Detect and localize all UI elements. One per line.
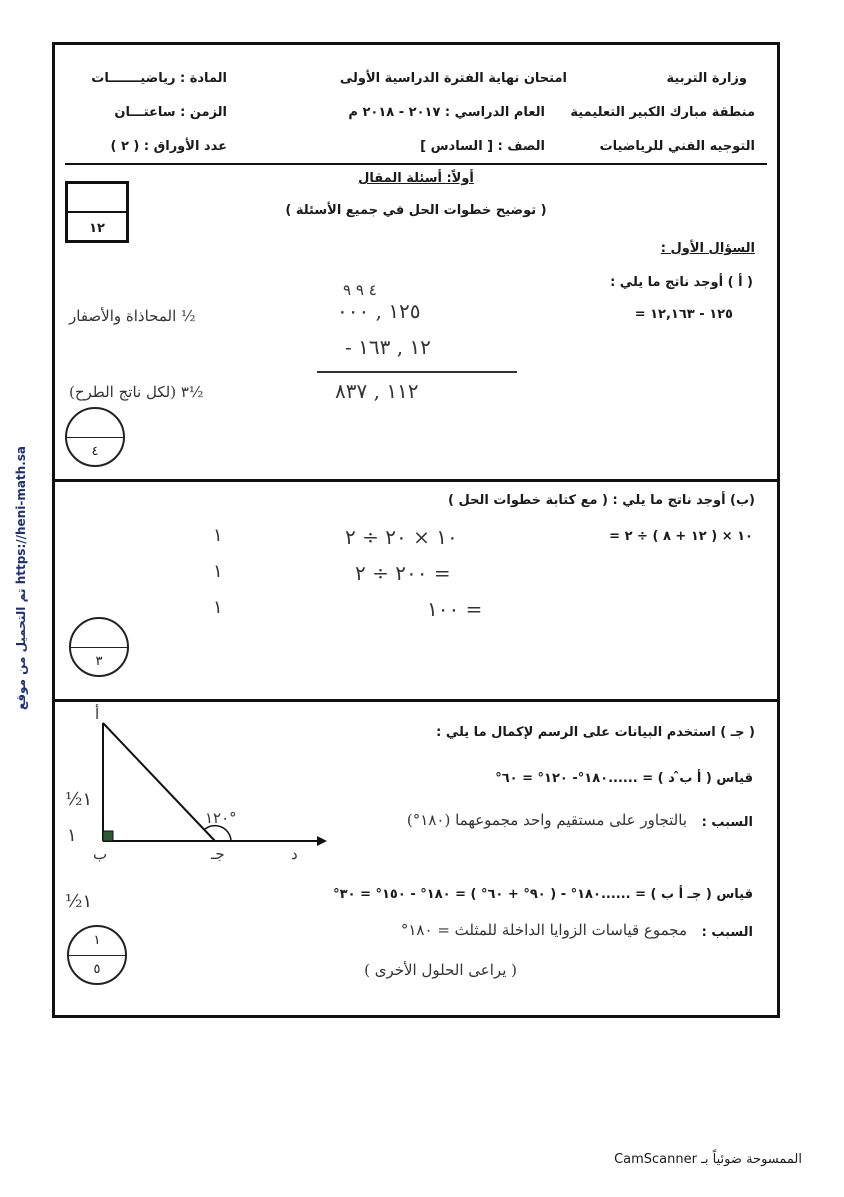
total-score: ١٢ xyxy=(89,221,105,236)
qc-score-top: ١ xyxy=(93,933,101,948)
qb-hw-step3: = ١٠٠ xyxy=(427,597,483,621)
qc-reason-1-label: السبب : xyxy=(701,815,753,830)
exam-title: امتحان نهاية الفترة الدراسية الأولى xyxy=(339,71,567,86)
qc-prompt: ( جـ ) استخدم البيانات على الرسم لإكمال ما يلي : xyxy=(436,725,755,740)
vertex-j: جـ xyxy=(211,845,225,863)
qb-score: ٣ xyxy=(95,654,103,669)
hw-subtraction-rule xyxy=(317,371,517,373)
right-angle-marker xyxy=(103,831,113,841)
triangle-figure xyxy=(85,715,335,855)
qc-reason-2-label: السبب : xyxy=(701,925,753,940)
qc-score-bottom: ٥ xyxy=(93,962,101,977)
vertex-a: أ xyxy=(95,705,100,723)
q1-margin-note-result: ½٣ (لكل ناتج الطرح) xyxy=(69,383,204,401)
q1-part-a-prompt: ( أ ) أوجد ناتج ما يلي : xyxy=(610,275,753,290)
qb-hw-step2: = ٢٠٠ ÷ ٢ xyxy=(355,561,451,585)
section-divider-2 xyxy=(55,699,777,702)
side-url-watermark: تم التحميل من موقع https://heni-math.sa xyxy=(14,445,28,710)
ministry-label: وزارة التربية xyxy=(666,71,747,86)
vertex-d: د xyxy=(291,845,298,863)
qb-hw-step1: ١٠ × ٢٠ ÷ ٢ xyxy=(345,525,458,549)
camscanner-footer: الممسوحة ضوئياً بـ CamScanner xyxy=(614,1152,802,1167)
qb-prompt: (ب) أوجد ناتج ما يلي : ( مع كتابة خطوات الحل ) xyxy=(448,493,755,508)
angle-label: ١٢٠° xyxy=(205,809,237,827)
academic-year: العام الدراسي : ٢٠١٧ - ٢٠١٨ م xyxy=(348,105,545,120)
hypotenuse xyxy=(103,723,215,841)
supervision-label: التوجيه الفني للرياضيات xyxy=(599,139,755,154)
qc-bullet-1: قياس ( أ ب̂ د ) = ......١٨٠°- ١٢٠° = ٦٠° xyxy=(495,771,753,786)
hw-carry-digits: ٤ ٩ ٩ xyxy=(343,281,377,299)
q1-title: السؤال الأول : xyxy=(660,241,755,256)
instruction-text: ( توضيح خطوات الحل في جميع الأسئلة ) xyxy=(285,203,547,218)
time-label: الزمن : ساعتـــان xyxy=(114,105,227,120)
qb-mark-1: ١ xyxy=(213,525,223,546)
qb-mark-3: ١ xyxy=(213,597,223,618)
subject-label: المادة : رياضيـــــــات xyxy=(91,71,227,86)
qc-reason-2: مجموع قياسات الزوايا الداخلة للمثلث = ١٨٠° xyxy=(400,921,687,939)
qb-mark-2: ١ xyxy=(213,561,223,582)
q1-score: ٤ xyxy=(91,444,99,459)
qc-mark-2: ١ xyxy=(67,825,77,846)
hw-subtraction-result: ١١٢ , ٨٣٧ xyxy=(335,379,419,403)
qc-reason-1: بالتجاور على مستقيم واحد مجموعهما (١٨٠°) xyxy=(406,811,687,829)
vertex-b: ب xyxy=(93,845,108,863)
section-divider-1 xyxy=(55,479,777,482)
qc-note: ( يراعى الحلول الأخرى ) xyxy=(364,961,517,979)
q1-margin-note-alignment: ½ المحاذاة والأصفار xyxy=(69,307,196,325)
q1-score-circle xyxy=(65,407,125,467)
qb-score-circle xyxy=(69,617,129,677)
qb-expression: ١٠ × ( ١٢ + ٨ ) ÷ ٢ = xyxy=(609,529,753,544)
hw-subtraction-line1: ١٢٥ , ٠٠٠ xyxy=(337,299,421,323)
exam-sheet xyxy=(52,42,780,1018)
qc-mark-1: ½١ xyxy=(65,789,93,810)
hw-subtraction-line2: ١٢ , ١٦٣ - xyxy=(345,335,431,359)
qc-bullet-2: قياس ( جـ أ ب ) = ......١٨٠° - ( ٩٠° + ٦٠° ) = ١٨٠° - ١٥٠° = ٣٠° xyxy=(333,887,753,902)
grade-label: الصف : [ السادس ] xyxy=(420,139,545,154)
q1-part-a-expression: ١٢٥ - ١٢,١٦٣ = xyxy=(634,307,733,322)
pages-count: عدد الأوراق : ( ٢ ) xyxy=(110,139,227,154)
qc-score-circle xyxy=(67,925,127,985)
region-label: منطقة مبارك الكبير التعليمية xyxy=(570,105,755,120)
header-divider xyxy=(65,163,767,165)
qc-mark-3: ½١ xyxy=(65,891,93,912)
section-title: أولاً: أسئلة المقال xyxy=(358,171,474,186)
ray-arrowhead xyxy=(317,836,327,846)
